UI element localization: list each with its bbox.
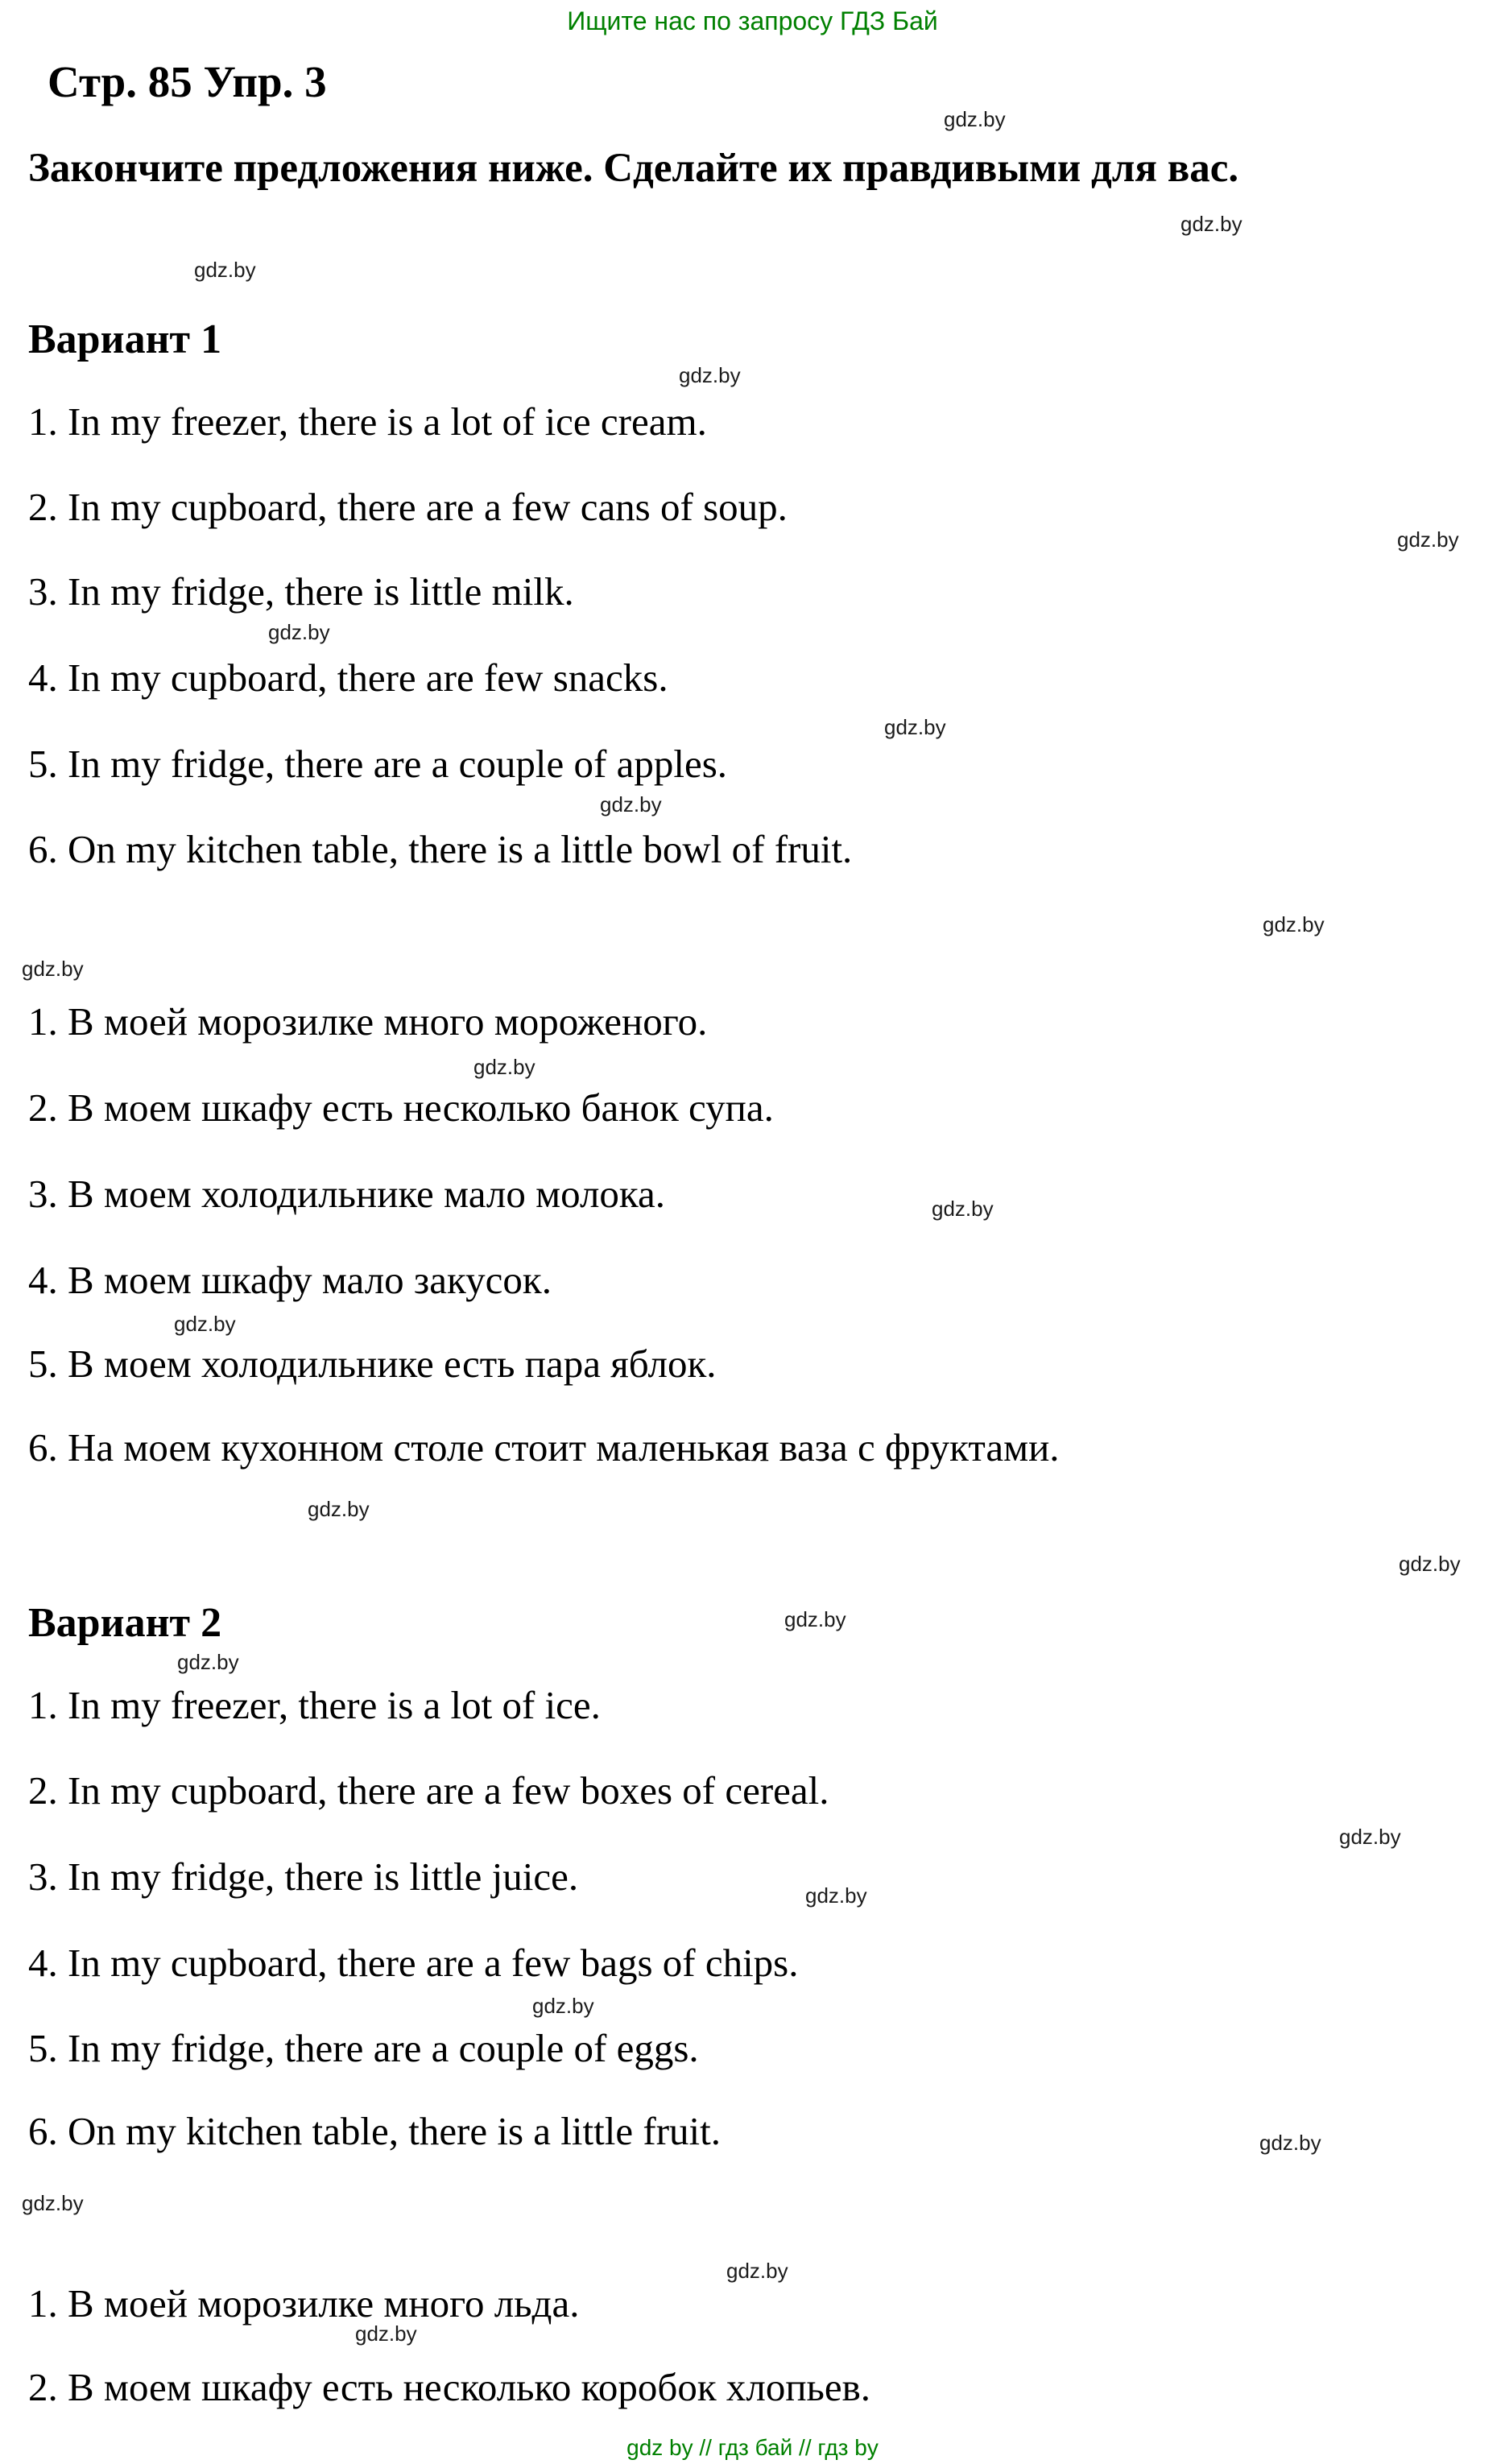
answer-line: 1. В моей морозилке много мороженого. (28, 999, 708, 1044)
answer-line: 3. In my fridge, there is little milk. (28, 569, 574, 614)
answer-line: 5. In my fridge, there are a couple of eggs. (28, 2026, 699, 2070)
gdz-watermark: gdz.by (805, 1883, 867, 1908)
top-banner-text: Ищите нас по запросу ГДЗ Бай (567, 6, 938, 35)
gdz-watermark: gdz.by (532, 1994, 594, 2018)
gdz-watermark: gdz.by (944, 107, 1006, 131)
variant2-heading: Вариант 2 (28, 1600, 222, 1646)
variant1-heading: Вариант 1 (28, 316, 222, 362)
gdz-watermark: gdz.by (1399, 1552, 1461, 1576)
answer-line: 1. В моей морозилке много льда. (28, 2281, 580, 2326)
answer-line: 1. In my freezer, there is a lot of ice cream. (28, 399, 707, 444)
answer-line: 4. В моем шкафу мало закусок. (28, 1258, 552, 1302)
gdz-watermark: gdz.by (932, 1197, 994, 1221)
footer-search-hint: gdz by // гдз бай // гдз by (626, 2435, 879, 2460)
gdz-watermark: gdz.by (1259, 2131, 1321, 2155)
answer-line: 3. В моем холодильнике мало молока. (28, 1172, 665, 1216)
gdz-watermark: gdz.by (784, 1607, 846, 1631)
gdz-watermark: gdz.by (1397, 527, 1459, 552)
gdz-watermark: gdz.by (726, 2259, 788, 2283)
answer-line: 4. In my cupboard, there are few snacks. (28, 655, 668, 700)
answer-line: 1. In my freezer, there is a lot of ice. (28, 1683, 601, 1727)
gdz-watermark: gdz.by (174, 1312, 236, 1336)
gdz-watermark: gdz.by (1180, 212, 1242, 236)
gdz-watermark: gdz.by (1339, 1825, 1401, 1849)
gdz-watermark: gdz.by (22, 957, 84, 981)
answer-line: 3. In my fridge, there is little juice. (28, 1854, 579, 1899)
gdz-watermark: gdz.by (679, 363, 741, 387)
answer-line: 5. В моем холодильнике есть пара яблок. (28, 1342, 717, 1386)
gdz-watermark: gdz.by (308, 1497, 370, 1521)
answer-line: 5. In my fridge, there are a couple of apples. (28, 742, 728, 786)
answer-line: 2. In my cupboard, there are a few cans of soup. (28, 485, 788, 529)
answer-line: 2. In my cupboard, there are a few boxes of cereal. (28, 1768, 829, 1813)
gdz-watermark: gdz.by (177, 1650, 239, 1674)
answer-line: 6. На моем кухонном столе стоит маленькая ваза с фруктами. (28, 1425, 1060, 1470)
gdz-watermark: gdz.by (884, 715, 946, 739)
answer-line: 2. В моем шкафу есть несколько коробок хлопьев. (28, 2365, 871, 2409)
answer-line: 6. On my kitchen table, there is a little fruit. (28, 2109, 721, 2153)
page-title: Стр. 85 Упр. 3 (48, 57, 327, 106)
gdz-watermark: gdz.by (1263, 912, 1325, 936)
gdz-watermark: gdz.by (600, 792, 662, 817)
task-description: Закончите предложения ниже. Сделайте их правдивыми для вас. (28, 146, 1239, 191)
gdz-watermark: gdz.by (194, 258, 256, 282)
gdz-watermark: gdz.by (22, 2191, 84, 2215)
answer-line: 4. In my cupboard, there are a few bags of chips. (28, 1941, 799, 1985)
answer-line: 6. On my kitchen table, there is a little bowl of fruit. (28, 827, 853, 871)
gdz-watermark: gdz.by (355, 2321, 417, 2346)
gdz-watermark: gdz.by (268, 620, 330, 644)
answer-line: 2. В моем шкафу есть несколько банок супа. (28, 1085, 774, 1130)
gdz-watermark: gdz.by (473, 1055, 535, 1079)
